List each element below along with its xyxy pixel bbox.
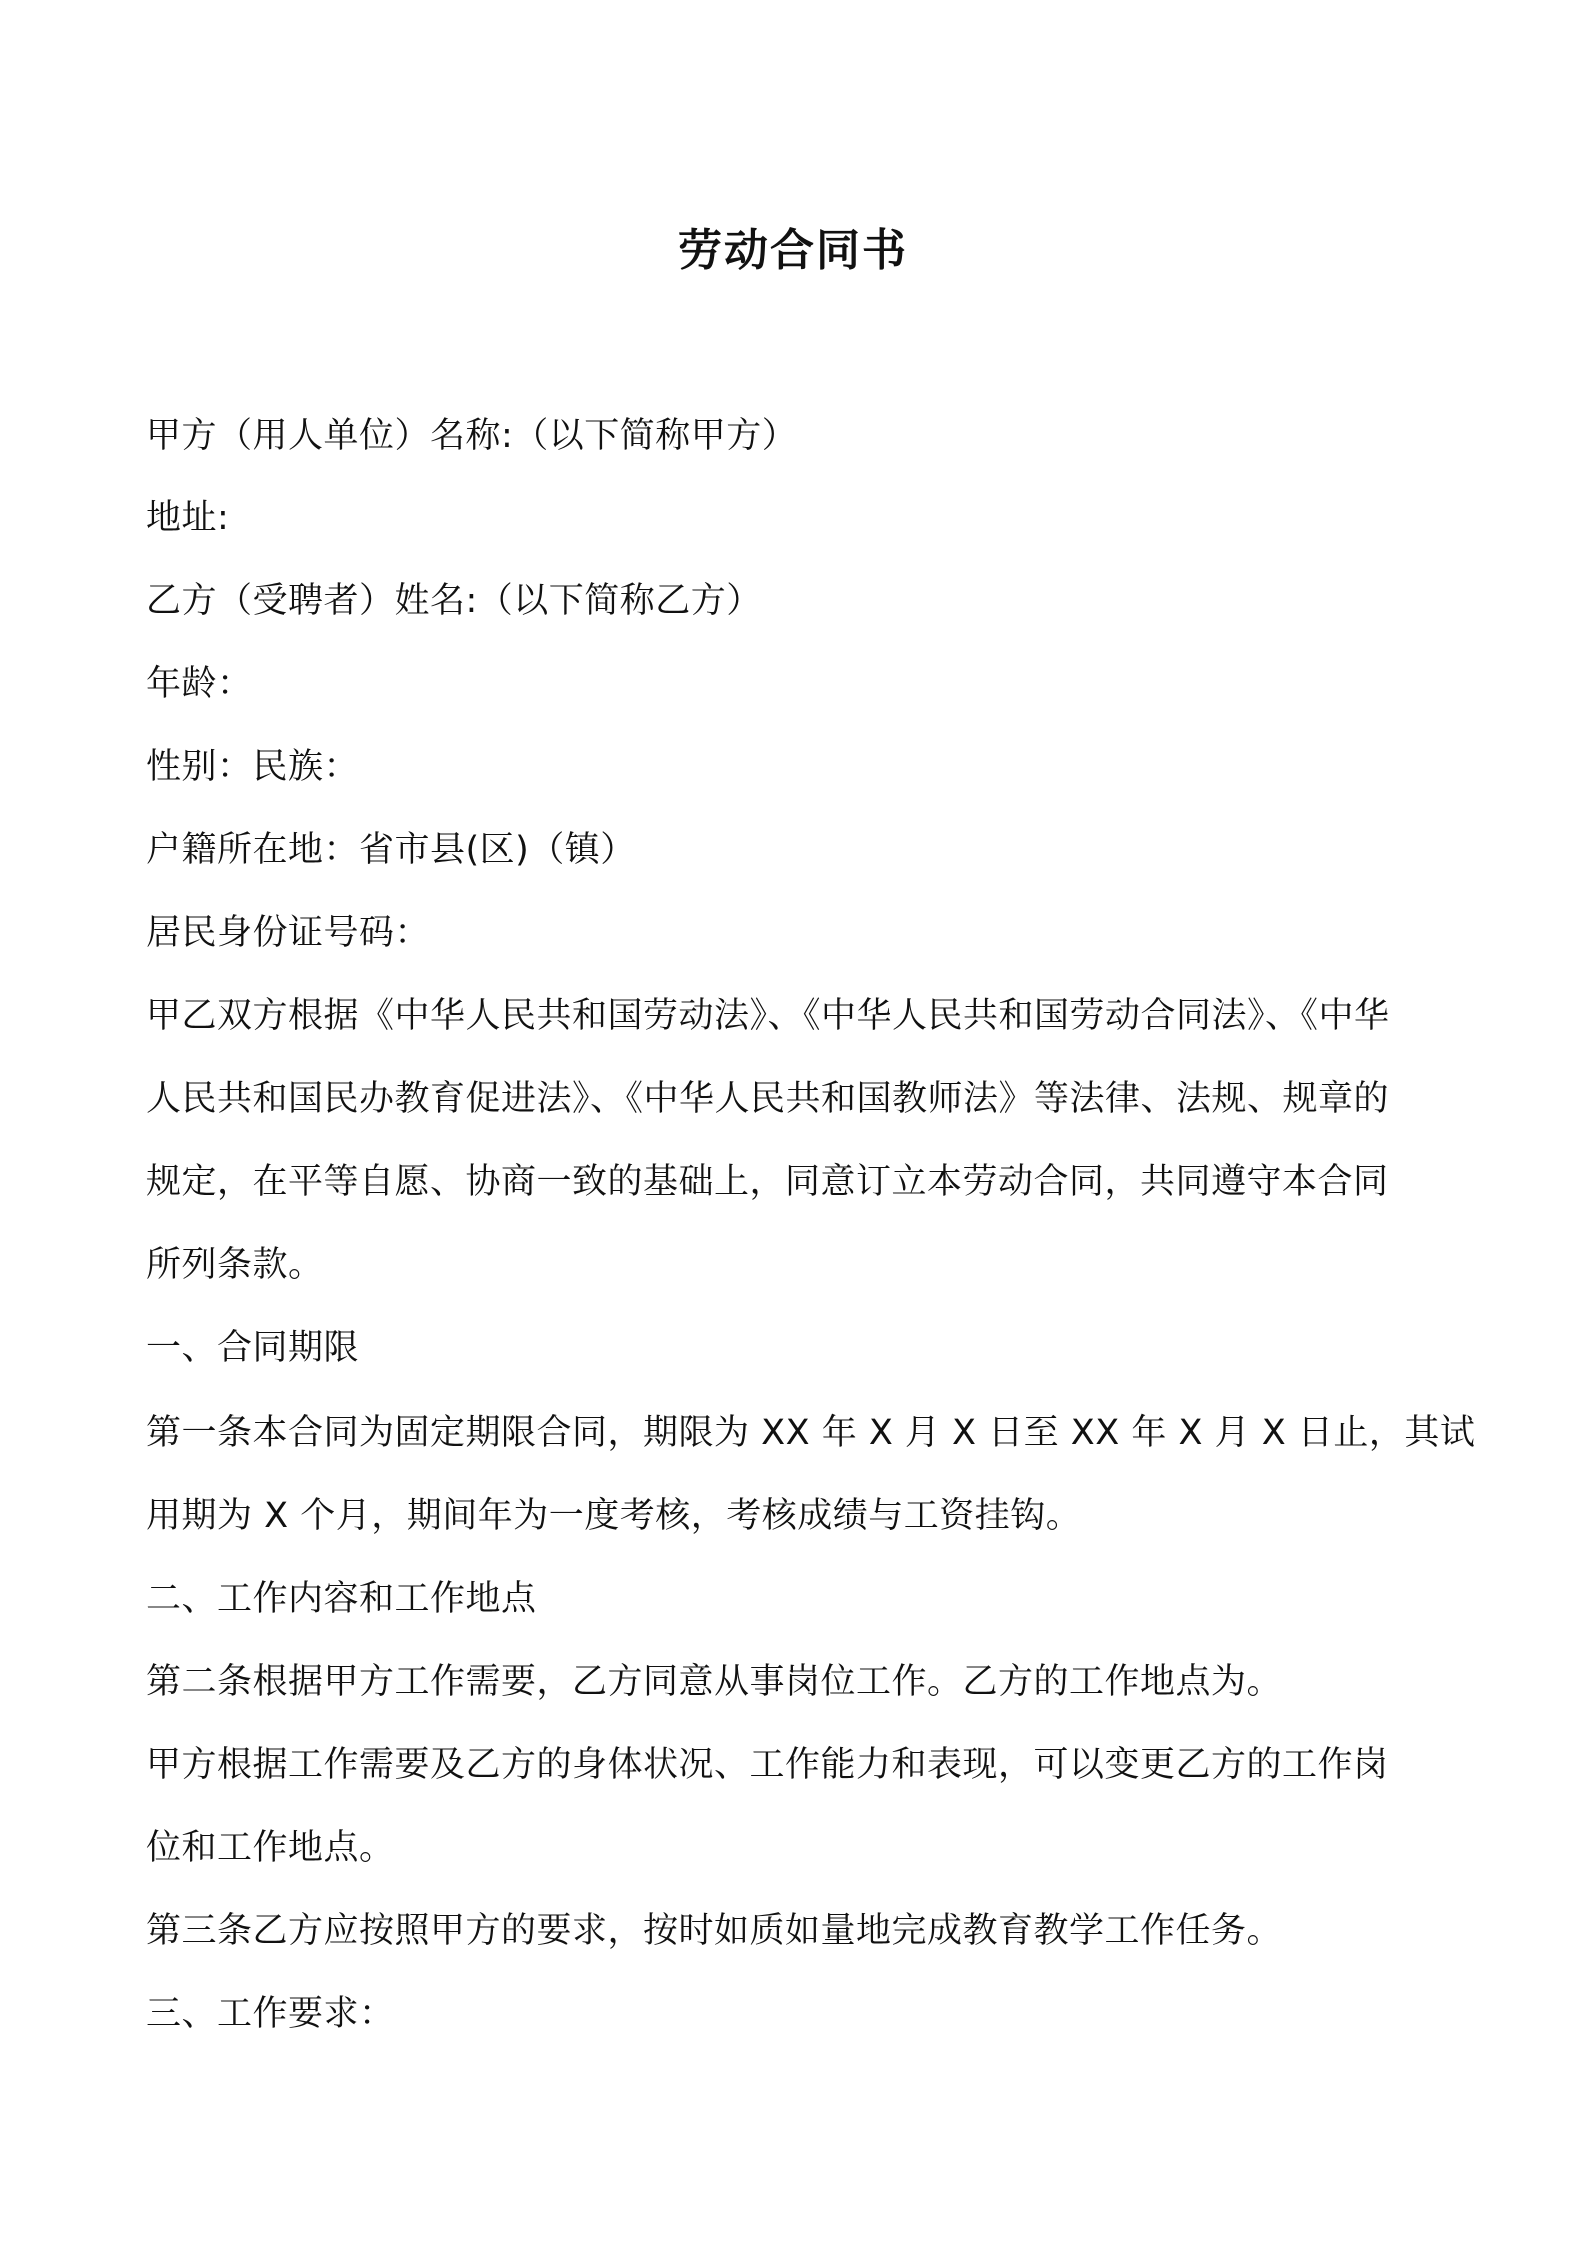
- preamble-line-3: 规定，在平等自愿、协商一致的基础上，同意订立本劳动合同，共同遵守本合同: [146, 1162, 1389, 1202]
- section-heading-contract-term: 一、合同期限: [146, 1328, 360, 1368]
- preamble-line-4: 所列条款。: [146, 1245, 324, 1285]
- article-1-line-2: 用期为 X 个月，期间年为一度考核，考核成绩与工资挂钩。: [146, 1496, 1082, 1536]
- section-heading-work-content: 二、工作内容和工作地点: [146, 1579, 537, 1619]
- section-heading-work-requirements: 三、工作要求：: [146, 1994, 395, 2034]
- party-a-address-line: 地址:: [146, 498, 230, 538]
- article-3-line: 第三条乙方应按照甲方的要求，按时如质如量地完成教育教学工作任务。: [146, 1911, 1283, 1951]
- age-line: 年龄：: [146, 664, 253, 704]
- id-number-line: 居民身份证号码：: [146, 913, 431, 953]
- preamble-line-1: 甲乙双方根据《中华人民共和国劳动法》、《中华人民共和国劳动合同法》、《中华: [146, 996, 1390, 1036]
- article-2-line-2: 甲方根据工作需要及乙方的身体状况、工作能力和表现，可以变更乙方的工作岗: [146, 1745, 1389, 1785]
- article-1-line-1: 第一条本合同为固定期限合同，期限为 XX 年 X 月 X 日至 XX 年 X 月 X 日止，其试: [146, 1413, 1476, 1453]
- gender-ethnicity-line: 性别：民族：: [146, 747, 360, 787]
- document-title: 劳动合同书: [678, 225, 908, 276]
- party-b-name-line: 乙方（受聘者）姓名:（以下简称乙方）: [146, 581, 762, 621]
- article-2-line-1: 第二条根据甲方工作需要，乙方同意从事岗位工作。乙方的工作地点为。: [146, 1662, 1283, 1702]
- article-2-line-3: 位和工作地点。: [146, 1828, 395, 1868]
- preamble-line-2: 人民共和国民办教育促进法》、《中华人民共和国教师法》等法律、法规、规章的: [146, 1079, 1390, 1119]
- party-a-name-line: 甲方（用人单位）名称:（以下简称甲方）: [146, 416, 798, 456]
- household-registration-line: 户籍所在地：省市县(区)（镇）: [146, 830, 636, 870]
